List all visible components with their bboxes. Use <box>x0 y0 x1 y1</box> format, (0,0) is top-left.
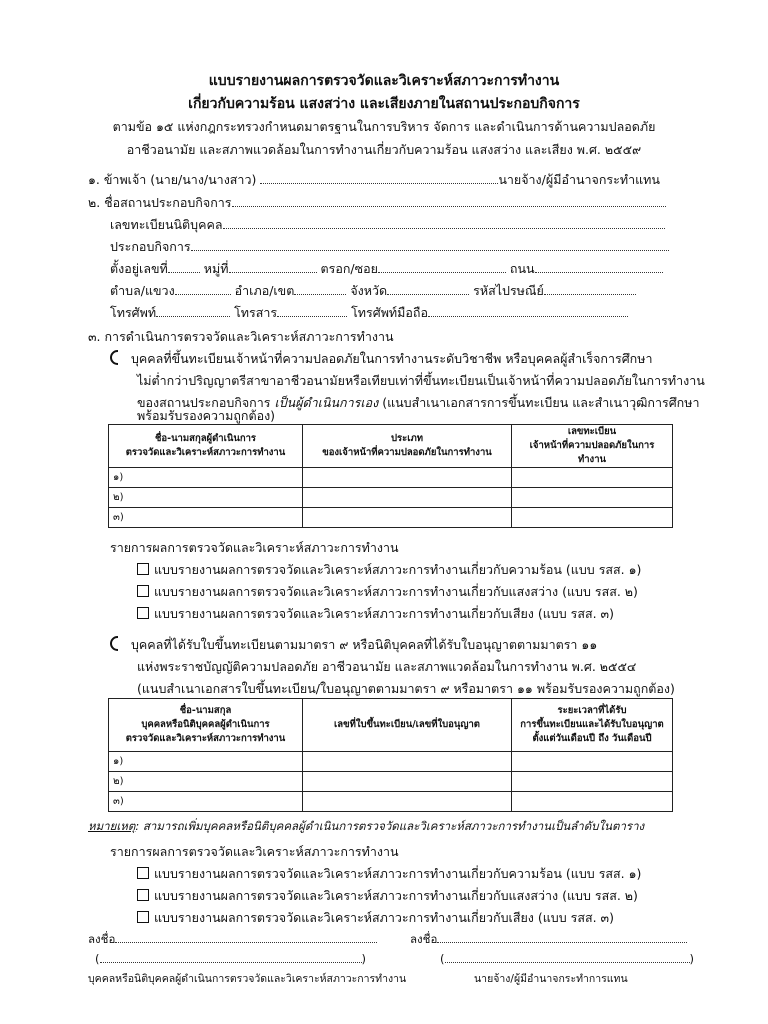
table-header-period: ระยะเวลาที่ได้รับ การขึ้นทะเบียนและได้รับใบอนุญาต ตั้งแต่วันเดือนปี ถึง วันเดือนปี <box>512 699 673 752</box>
table-header-name: ชื่อ-นามสกุลผู้ดำเนินการ ตรวจวัดและวิเคราะห์สภาวะการทำงาน <box>109 425 303 468</box>
company-name-row <box>88 193 666 213</box>
business-label: ประกอบกิจการ <box>110 239 191 254</box>
form-subtitle-line2: อาชีวอนามัย และสภาพแวดล้อมในการทำงานเกี่ยวกับความร้อน แสงสว่าง และเสียง พ.ศ. ๒๕๕๙ <box>126 142 642 157</box>
option1-radio[interactable] <box>110 350 125 365</box>
table-cell[interactable] <box>303 772 512 792</box>
row-number: ๓) <box>109 508 303 528</box>
table-cell[interactable] <box>303 508 512 528</box>
moo-field[interactable] <box>229 260 317 273</box>
right-printed-name-field[interactable] <box>445 950 690 963</box>
table-header-name: ชื่อ-นามสกุล บุคคลหรือนิติบุคคลผู้ดำเนินการ ตรวจวัดและวิเคราะห์สภาวะการทำงาน <box>109 699 303 752</box>
checkbox-icon[interactable] <box>137 911 149 923</box>
province-label: จังหวัด <box>350 283 388 298</box>
table-row[interactable] <box>109 752 673 772</box>
paren-open: ( <box>440 952 445 966</box>
employer-name-label: ๑. ข้าพเจ้า (นาย/นาง/นางสาว) <box>88 172 257 187</box>
registration-label: เลขทะเบียนนิติบุคคล <box>110 217 223 232</box>
table-header-license: เลขที่ใบขึ้นทะเบียน/เลขที่ใบอนุญาต <box>303 699 512 752</box>
note-label: หมายเหตุ <box>88 819 136 833</box>
option2-line3: (แนบสำเนาเอกสารใบขึ้นทะเบียน/ใบอนุญาตตามมาตรา ๙ หรือมาตรา ๑๑ พร้อมรับรองความถูกต้อง) <box>137 681 675 696</box>
table-cell[interactable] <box>512 508 673 528</box>
option1-line2: ไม่ต่ำกว่าปริญญาตรีสาขาอาชีวอนามัยหรือเทียบเท่าที่ขึ้นทะเบียนเป็นเจ้าหน้าที่ความปลอดภัยในการทำงาน <box>137 373 705 388</box>
table-cell[interactable] <box>512 468 673 488</box>
soi-label: ตรอก/ซอย <box>320 261 378 276</box>
left-printed-name-field[interactable] <box>100 950 362 963</box>
table-row[interactable] <box>109 792 673 812</box>
table-cell[interactable] <box>303 488 512 508</box>
road-label: ถนน <box>509 261 535 276</box>
employer-name-field[interactable] <box>260 171 498 184</box>
option1-table <box>108 424 673 528</box>
form-title-line1: แบบรายงานผลการตรวจวัดและวิเคราะห์สภาวะการทำงาน <box>208 73 560 89</box>
report2-item-label: แบบรายงานผลการตรวจวัดและวิเคราะห์สภาวะการทำงานเกี่ยวกับแสงสว่าง (แบบ รสส. ๒) <box>154 888 638 903</box>
amphoe-field[interactable] <box>294 282 346 295</box>
soi-field[interactable] <box>378 260 506 273</box>
left-name-row <box>95 950 366 966</box>
checkbox-icon[interactable] <box>137 889 149 901</box>
report1-item-heat[interactable] <box>137 560 641 580</box>
right-name-row <box>440 950 694 966</box>
option2-text1: บุคคลที่ได้รับใบขึ้นทะเบียนตามมาตรา ๙ หรือนิติบุคคลที่ได้รับใบอนุญาตตามมาตรา ๑๑ <box>131 637 598 652</box>
option1-text3a: ของสถานประกอบกิจการ <box>137 395 275 410</box>
district-row <box>110 281 636 301</box>
company-name-field[interactable] <box>232 194 666 207</box>
option2-line2: แห่งพระราชบัญญัติความปลอดภัย อาชีวอนามัย และสภาพแวดล้อมในการทำงาน พ.ศ. ๒๕๕๔ <box>137 659 637 674</box>
table-cell[interactable] <box>512 772 673 792</box>
registration-field[interactable] <box>223 216 665 229</box>
option1-text1: บุคคลที่ขึ้นทะเบียนเจ้าหน้าที่ความปลอดภัยในการทำงานระดับวิชาชีพ หรือบุคคลผู้สำเร็จการศึกษา <box>131 351 653 366</box>
road-field[interactable] <box>535 260 663 273</box>
note-row <box>88 818 644 836</box>
report2-heading: รายการผลการตรวจวัดและวิเคราะห์สภาวะการทำงาน <box>110 844 399 859</box>
table-row[interactable] <box>109 468 673 488</box>
table-cell[interactable] <box>512 792 673 812</box>
paren-close: ) <box>361 952 366 966</box>
table-row[interactable] <box>109 488 673 508</box>
province-field[interactable] <box>387 282 469 295</box>
form-title-line2: เกี่ยวกับความร้อน แสงสว่าง และเสียงภายในสถานประกอบกิจการ <box>188 96 580 112</box>
mobile-label: โทรศัพท์มือถือ <box>351 305 428 320</box>
right-signature-caption: นายจ้าง/ผู้มีอำนาจกระทำการแทน <box>474 973 628 985</box>
sign-label: ลงชื่อ <box>410 932 438 946</box>
row-number: ๒) <box>109 772 303 792</box>
mobile-field[interactable] <box>428 304 628 317</box>
amphoe-label: อำเภอ/เขต <box>234 283 295 298</box>
report1-item-label: แบบรายงานผลการตรวจวัดและวิเคราะห์สภาวะการทำงานเกี่ยวกับความร้อน (แบบ รสส. ๑) <box>154 562 642 577</box>
left-signature-field[interactable] <box>115 930 377 943</box>
table-cell[interactable] <box>512 752 673 772</box>
table-header-row <box>109 699 673 752</box>
table-cell[interactable] <box>512 488 673 508</box>
option2-radio[interactable] <box>110 636 125 651</box>
paren-open: ( <box>95 952 100 966</box>
tambon-field[interactable] <box>175 282 231 295</box>
checkbox-icon[interactable] <box>137 867 149 879</box>
section3-heading: ๓. การดำเนินการตรวจวัดและวิเคราะห์สภาวะการทำงาน <box>88 329 394 344</box>
moo-label: หมู่ที่ <box>203 261 229 276</box>
table-cell[interactable] <box>303 468 512 488</box>
phone-field[interactable] <box>156 304 230 317</box>
fax-label: โทรสาร <box>234 305 278 320</box>
business-field[interactable] <box>191 238 669 251</box>
report1-item-light[interactable] <box>137 582 638 602</box>
checkbox-icon[interactable] <box>137 563 149 575</box>
address-row <box>110 259 663 279</box>
report1-item-label: แบบรายงานผลการตรวจวัดและวิเคราะห์สภาวะการทำงานเกี่ยวกับเสียง (แบบ รสส. ๓) <box>154 606 614 621</box>
option1-line4: พร้อมรับรองความถูกต้อง) <box>137 408 276 423</box>
option1-self: เป็นผู้ดำเนินการเอง <box>274 395 379 410</box>
option1-line1 <box>110 349 652 369</box>
option1-text3c: (แนบสำเนาเอกสารการขึ้นทะเบียน และสำเนาวุฒิการศึกษา <box>378 395 700 410</box>
left-signature-row <box>88 930 377 949</box>
company-name-label: ๒. ชื่อสถานประกอบกิจการ <box>88 195 232 210</box>
table-cell[interactable] <box>303 792 512 812</box>
form-subtitle-line1: ตามข้อ ๑๕ แห่งกฎกระทรวงกำหนดมาตรฐานในการบริหาร จัดการ และดำเนินการด้านความปลอดภัย <box>112 119 656 134</box>
paren-close: ) <box>689 952 694 966</box>
table-row[interactable] <box>109 508 673 528</box>
checkbox-icon[interactable] <box>137 585 149 597</box>
report2-item-light[interactable] <box>137 886 638 906</box>
right-signature-field[interactable] <box>437 930 687 943</box>
note-text: : สามารถเพิ่มบุคคลหรือนิติบุคคลผู้ดำเนินการตรวจวัดและวิเคราะห์สภาวะการทำงานเป็นลำดับในตาราง <box>135 819 645 833</box>
report1-item-noise[interactable] <box>137 604 614 624</box>
row-number: ๑) <box>109 752 303 772</box>
option2-line1 <box>110 635 597 655</box>
address-no-label: ตั้งอยู่เลขที่ <box>110 261 168 276</box>
table-header-type: ประเภท ของเจ้าหน้าที่ความปลอดภัยในการทำงาน <box>303 425 512 468</box>
report2-item-label: แบบรายงานผลการตรวจวัดและวิเคราะห์สภาวะการทำงานเกี่ยวกับความร้อน (แบบ รสส. ๑) <box>154 866 642 881</box>
right-signature-row <box>410 930 687 949</box>
employer-name-row <box>88 170 660 190</box>
phone-label: โทรศัพท์ <box>110 305 157 320</box>
row-number: ๓) <box>109 792 303 812</box>
postcode-field[interactable] <box>544 282 636 295</box>
address-no-field[interactable] <box>168 260 200 273</box>
employer-role-label: นายจ้าง/ผู้มีอำนาจกระทำแทน <box>498 172 660 187</box>
row-number: ๑) <box>109 468 303 488</box>
report1-heading: รายการผลการตรวจวัดและวิเคราะห์สภาวะการทำงาน <box>110 540 399 555</box>
row-number: ๒) <box>109 488 303 508</box>
table-row[interactable] <box>109 772 673 792</box>
tambon-label: ตำบล/แขวง <box>110 283 175 298</box>
checkbox-icon[interactable] <box>137 607 149 619</box>
phone-row <box>110 303 628 323</box>
report2-item-heat[interactable] <box>137 864 641 884</box>
report1-item-label: แบบรายงานผลการตรวจวัดและวิเคราะห์สภาวะการทำงานเกี่ยวกับแสงสว่าง (แบบ รสส. ๒) <box>154 584 638 599</box>
table-header-row <box>109 425 673 468</box>
sign-label: ลงชื่อ <box>88 932 116 946</box>
fax-field[interactable] <box>277 304 347 317</box>
business-row <box>110 237 669 257</box>
table-cell[interactable] <box>303 752 512 772</box>
left-signature-caption: บุคคลหรือนิติบุคคลผู้ดำเนินการตรวจวัดและวิเคราะห์สภาวะการทำงาน <box>88 973 407 985</box>
table-header-regno: เลขทะเบียน เจ้าหน้าที่ความปลอดภัยในการทำงาน <box>512 425 673 468</box>
registration-row <box>110 215 665 235</box>
report2-item-label: แบบรายงานผลการตรวจวัดและวิเคราะห์สภาวะการทำงานเกี่ยวกับเสียง (แบบ รสส. ๓) <box>154 910 614 925</box>
option2-table <box>108 698 673 812</box>
postcode-label: รหัสไปรษณีย์ <box>473 283 544 298</box>
report2-item-noise[interactable] <box>137 908 614 928</box>
